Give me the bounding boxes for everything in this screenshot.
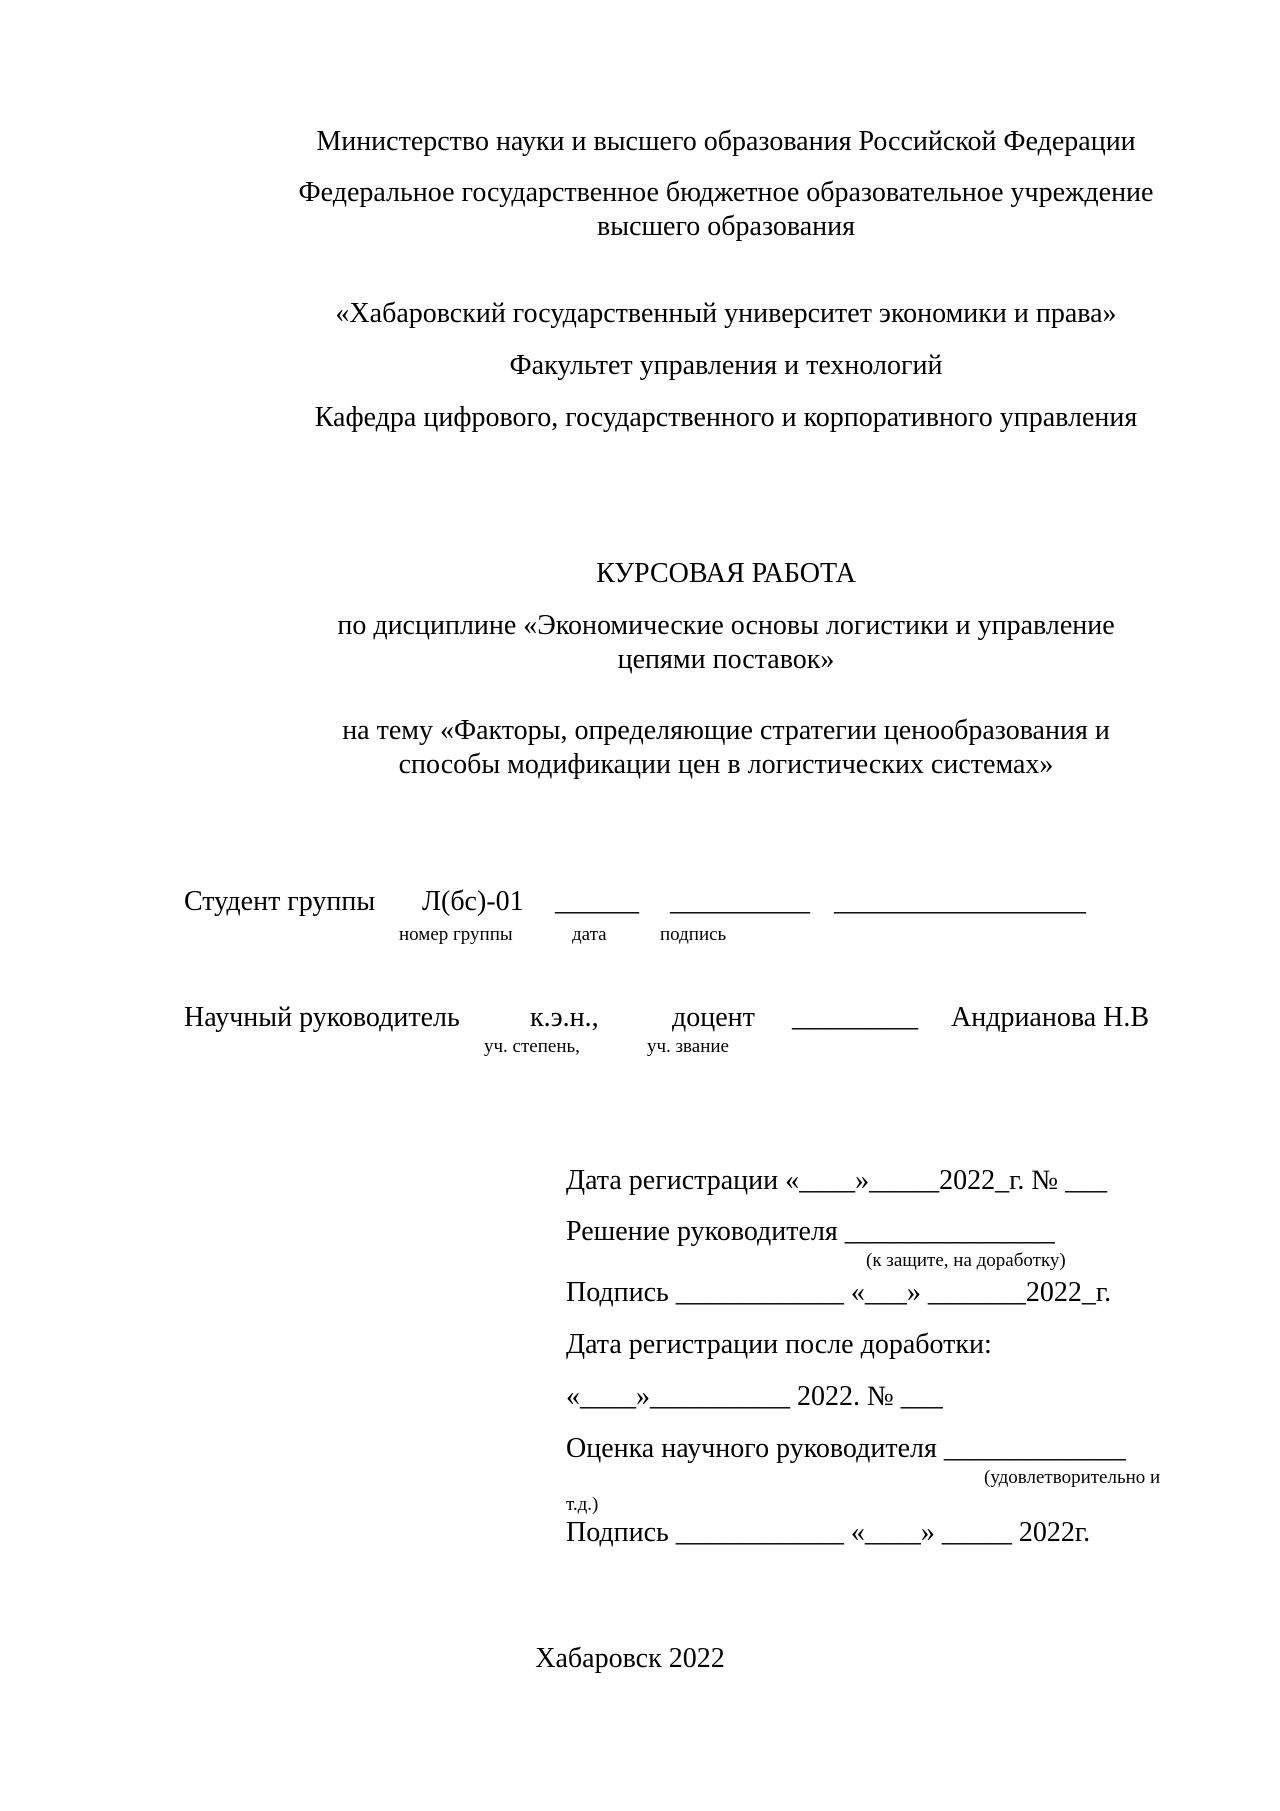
registration-date: Дата регистрации «____»_____2022_г. № ___ bbox=[566, 1165, 1108, 1196]
faculty-name: Факультет управления и технологий bbox=[509, 350, 943, 381]
supervisor-name: Андрианова Н.В bbox=[951, 1002, 1150, 1033]
caption-date: дата bbox=[572, 924, 607, 945]
institution-line-1: Федеральное государственное бюджетное образовательное учреждение bbox=[298, 177, 1154, 208]
discipline-line-1: по дисциплине «Экономические основы логистики и управление bbox=[337, 610, 1115, 641]
grade-caption-line-1: (удовлетворительно и bbox=[984, 1467, 1161, 1488]
decision-caption: (к защите, на доработку) bbox=[866, 1250, 1066, 1271]
university-name: «Хабаровский государственный университет экономики и права» bbox=[335, 298, 1117, 329]
grade-caption-line-2: т.д.) bbox=[566, 1494, 599, 1515]
ministry-line: Министерство науки и высшего образования Российской Федерации bbox=[316, 126, 1136, 157]
student-group: Л(бс)-01 bbox=[422, 886, 524, 917]
supervisor-grade: Оценка научного руководителя _____________ bbox=[566, 1433, 1126, 1464]
caption-rank: уч. звание bbox=[647, 1036, 729, 1057]
work-type-title: КУРСОВАЯ РАБОТА bbox=[596, 558, 856, 589]
city-year: Хабаровск 2022 bbox=[535, 1643, 725, 1674]
supervisor-rank: доцент bbox=[672, 1002, 755, 1033]
student-signature-blank: __________________ bbox=[834, 886, 1086, 917]
caption-degree: уч. степень, bbox=[484, 1036, 580, 1057]
signature-line-2: Подпись ____________ «____» _____ 2022г. bbox=[566, 1517, 1091, 1548]
student-label: Студент группы bbox=[184, 886, 376, 917]
registration-after-revision-value: «____»__________ 2022. № ___ bbox=[566, 1381, 943, 1412]
institution-line-2: высшего образования bbox=[597, 211, 855, 242]
topic-line-2: способы модификации цен в логистических системах» bbox=[398, 749, 1054, 780]
registration-after-revision: Дата регистрации после доработки: bbox=[566, 1329, 992, 1360]
supervisor-decision: Решение руководителя _______________ bbox=[566, 1216, 1055, 1247]
signature-line-1: Подпись ____________ «___» _______2022_г. bbox=[566, 1277, 1112, 1308]
caption-group-number: номер группы bbox=[399, 924, 513, 945]
supervisor-label: Научный руководитель bbox=[184, 1002, 460, 1033]
topic-line-1: на тему «Факторы, определяющие стратегии ценообразования и bbox=[342, 715, 1110, 746]
student-date-blank: __________ bbox=[670, 886, 810, 917]
supervisor-signature-blank: _________ bbox=[792, 1002, 918, 1033]
discipline-line-2: цепями поставок» bbox=[617, 644, 835, 675]
caption-signature: подпись bbox=[660, 924, 727, 945]
supervisor-degree: к.э.н., bbox=[530, 1002, 599, 1033]
department-name: Кафедра цифрового, государственного и корпоративного управления bbox=[314, 402, 1138, 433]
student-group-blank: ______ bbox=[555, 886, 639, 917]
